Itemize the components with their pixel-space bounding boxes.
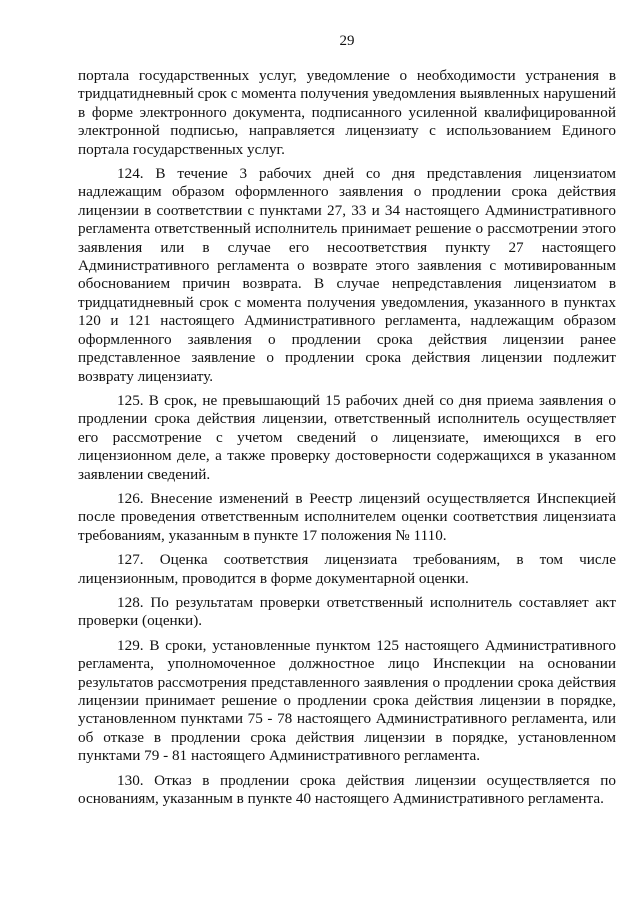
paragraph-128: 128. По результатам проверки ответственный исполнитель составляет акт проверки (оценки). <box>78 593 616 630</box>
page-number: 29 <box>339 33 355 49</box>
paragraph-126: 126. Внесение изменений в Реестр лицензий осуществляется Инспекцией после проведения ответственным исполнителем оценки соответствия лицензиата требованиям, указанным в пункте 17 положения № 1110. <box>78 489 616 544</box>
paragraph-124: 124. В течение 3 рабочих дней со дня представления лицензиатом надлежащим образом оформленного заявления о продлении срока действия лицензии в соответствии с пунктами 27, 33 и 34 настоящего Административного регламента ответственный исполнитель принимает решение о рассмотрении этого заявления или в случае его несоответствия пункту 27 настоящего Административного регламента о возврате этого заявления с мотивированным обоснованием причин возврата. В случае непредставления лицензиатом в тридцатидневный срок с момента получения уведомления, указанного в пунктах 120 и 121 настоящего Административного регламента, надлежащим образом оформленного заявления о продлении срока действия лицензии ранее представленное заявление о продлении срока действия лицензии подлежит возврату лицензиату. <box>78 165 616 385</box>
paragraph-125: 125. В срок, не превышающий 15 рабочих дней со дня приема заявления о продлении срока действия лицензии, ответственный исполнитель осуществляет его рассмотрение с учетом сведений о лицензиате, имеющихся в его лицензионном деле, а также проверку достоверности содержащихся в указанном заявлении сведений. <box>78 391 616 483</box>
paragraph-127: 127. Оценка соответствия лицензиата требованиям, в том числе лицензионным, проводится в форме документарной оценки. <box>78 551 616 587</box>
paragraph-129: 129. В сроки, установленные пунктом 125 настоящего Административного регламента, уполномоченное должностное лицо Инспекции на основании результатов рассмотрения представленного заявления о продлении срока действия лицензии принимает решение о продлении срока действия лицензии в порядке, установленном пунктами 75 - 78 настоящего Административного регламента, или об отказе в продлении срока действия лицензии в порядке, установленном пунктами 79 - 81 настоящего Административного регламента. <box>78 636 616 765</box>
paragraph-continuation: портала государственных услуг, уведомление о необходимости устранения в тридцатидневный срок с момента получения уведомления выявленных нарушений в форме электронного документа, подписанного усиленной квалифицированной электронной подписью, направляется лицензиату с использованием Единого портала государственных услуг. <box>78 67 616 158</box>
paragraph-130: 130. Отказ в продлении срока действия лицензии осуществляется по основаниям, указанным в пункте 40 настоящего Административного регламента. <box>78 771 616 808</box>
